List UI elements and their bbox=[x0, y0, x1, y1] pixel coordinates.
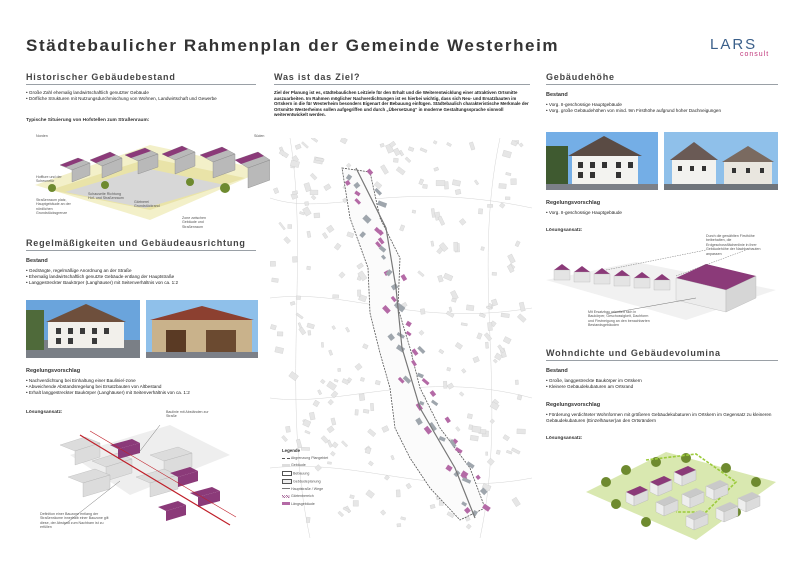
historic-bullets bbox=[26, 90, 256, 102]
legend-item bbox=[282, 502, 352, 506]
regel-ansatz-label: Lösungsansatz: bbox=[26, 410, 63, 415]
ziel-rule bbox=[274, 84, 530, 85]
page-title: Städtebaulicher Rahmenplan der Gemeinde Westerheim bbox=[26, 36, 560, 55]
legend-item-label: Abgrenzung Plangebiet bbox=[290, 456, 329, 460]
hoehe-vorschlag-bullets bbox=[546, 210, 778, 216]
regel-vorschlag-label: Regelungsvorschlag bbox=[26, 368, 81, 374]
wohndichte-bestand-bullet: • Große, langgestreckte Baukörper im Ortskern bbox=[546, 378, 778, 384]
hoehe-bestand-bullets bbox=[546, 102, 778, 114]
hoehe-annotation-bottom: Mit Ersatzbau orientiert sich in Baukörper, Geschossigkeit, Dachform und Firstneigung an den benachbarten Bestandsgebäuden bbox=[588, 310, 650, 328]
legend-item-label: Gebäude bbox=[291, 463, 306, 468]
legend-title: Legende bbox=[282, 448, 301, 453]
ziel-paragraph: Ziel der Planung ist es, städtebaulichen Leitziele für den Erhalt und die Weiterentwicklung einer attraktiven Ortsmitte auszuarbeiten. Im Rahmen möglicher Nachverdichtungen ist es hierbei wichtig, dass sich Neu- und Ersatzbauten im Ortskern in die für Westerheim besonders Eigenart der Bebauung einfügen. Städtebaulich charakteristische Merkmale der Ortsmitte Westerheims sollen aufgegriffen und durch „Übersetzung“ in moderne Gestaltungssprache sinnvoll weiterentwickelt werden. bbox=[274, 90, 529, 118]
wohndichte-solution-diagram bbox=[586, 442, 778, 542]
hoehe-ansatz-label: Lösungsansatz: bbox=[546, 228, 583, 233]
logo-mark: LARS bbox=[710, 36, 758, 53]
label-north: Norden bbox=[36, 134, 48, 138]
hoehe-heading: Gebäudehöhe bbox=[546, 72, 615, 82]
regel-vorschlag-bullet: • Abweichende Abstandsregelung bei Ersatzbauten von Altbestand bbox=[26, 384, 258, 390]
hoehe-bestand-bullet: • Vorg. II-geschossige Hauptgebäude bbox=[546, 102, 778, 108]
regel-bestand-bullets bbox=[26, 268, 256, 286]
logo-sub: consult bbox=[740, 51, 770, 58]
wohndichte-rule bbox=[546, 360, 778, 361]
historic-rule bbox=[26, 84, 256, 85]
regel-annotation-bottom: Definition einer Bauzone entlang der Straßenräume innerhalb einer Bauzone gilt diese, der Abstand zum Nachbarn ist zu erfüllen bbox=[40, 512, 109, 530]
label-garten: Gärtnerei Grundstückrand bbox=[134, 200, 160, 209]
wohndichte-ansatz-label: Lösungsansatz: bbox=[546, 436, 583, 441]
legend-item bbox=[282, 456, 352, 460]
regel-bestand-bullet: • Langgestreckter Baukörper (Langhäuser) mit Seitenverhältnis von ca. 1:2 bbox=[26, 280, 256, 286]
wohndichte-vorschlag-label: Regelungsvorschlag bbox=[546, 402, 601, 408]
wohndichte-bestand-bullets bbox=[546, 378, 778, 390]
hoehe-vorschlag-bullet: • Vorg. II-geschossige Hauptgebäude bbox=[546, 210, 778, 216]
map-legend bbox=[282, 448, 352, 506]
photo-house-1 bbox=[546, 132, 658, 190]
hoehe-annotation-top: Durch die gewählten Firsthöhe beibehalten, die Erdgeschossflächenlinie in ihrer Gebäudehöhe der Nachbarbauten anpassen bbox=[706, 234, 761, 256]
historic-bullet: • Dörfliche Strukturen mit Nutzungsdurchmischung von Wohnen, Landwirtschaft und Gewerbe bbox=[26, 96, 256, 102]
regel-bestand-bullet: • Ehemalig landwirtschaftlich genutzte Gebäude entlang der Hauptstraße bbox=[26, 274, 256, 280]
regel-vorschlag-bullet: • Nachverdichtung bei Einhaltung einer Baulinie/-zone bbox=[26, 378, 258, 384]
legend-item bbox=[282, 487, 352, 491]
label-hof: Hofflure und der Scheunefür bbox=[36, 175, 62, 184]
legend-item bbox=[282, 471, 352, 476]
regel-rule bbox=[26, 250, 256, 251]
hoehe-rule bbox=[546, 84, 778, 85]
wohndichte-heading: Wohndichte und Gebäudevolumina bbox=[546, 348, 721, 358]
legend-item-label: Längsgebäude bbox=[291, 501, 315, 506]
regel-heading: Regelmäßigkeiten und Gebäudeausrichtung bbox=[26, 238, 246, 248]
wohndichte-bestand-bullet: • Kleinere Gebäudekubaturen am Ortsrand bbox=[546, 384, 778, 390]
label-zone: Zone zwischen Gebäude und Straßenraum bbox=[182, 216, 206, 229]
historic-bullet: • Große Zahl ehemalig landwirtschaftlich genutzter Gebäude bbox=[26, 90, 256, 96]
photo-house-2 bbox=[664, 132, 778, 190]
legend-item bbox=[282, 479, 352, 484]
regel-vorschlag-bullets bbox=[26, 378, 258, 396]
label-strasse: Straßenraum platz, Hauptgebäude an der nördlichen Grundstücksgrenze bbox=[36, 198, 71, 216]
company-logo bbox=[710, 36, 778, 60]
legend-item bbox=[282, 494, 352, 498]
legend-item-label: Gebäudeplanung bbox=[293, 479, 321, 484]
ziel-heading: Was ist das Ziel? bbox=[274, 72, 361, 82]
regel-annotation-top: Baulinie mit Abständen zur Straße bbox=[166, 410, 209, 419]
regel-bestand-bullet: • Gedrängte, regelmäßige Anordnung an der Straße bbox=[26, 268, 256, 274]
hoehe-bestand-bullet: • Vorg. große Gebäudehöhen von mind. 9m Firsthöhe aufgrund hoher Dachneigungen bbox=[546, 108, 778, 114]
label-schauseite: Schauseite Richtung Hof- und Straßenraum bbox=[88, 192, 124, 201]
hoehe-vorschlag-label: Regelungsvorschlag bbox=[546, 200, 601, 206]
wohndichte-vorschlag-bullets bbox=[546, 412, 778, 424]
legend-item-label: Bebauung bbox=[293, 471, 310, 476]
legend-item-label: Gärtenbereich bbox=[291, 494, 314, 499]
photo-scheune bbox=[146, 300, 258, 358]
historic-diagram-caption: Typische Situierung von Hofstellen zum Straßenraum: bbox=[26, 118, 150, 123]
photo-langhaus bbox=[26, 300, 140, 358]
label-south: Süden bbox=[254, 134, 265, 138]
regel-bestand-label: Bestand bbox=[26, 258, 48, 264]
regel-vorschlag-bullet: • Erhalt langgestreckter Baukörper (Langhäuser) mit Seitenverhältnis von ca. 1:2 bbox=[26, 390, 258, 396]
legend-item-label: Hauptstraße / Wege bbox=[291, 486, 324, 491]
hoehe-bestand-label: Bestand bbox=[546, 92, 568, 98]
wohndichte-vorschlag-bullet: • Förderung verdichteter Wohnformen mit größeren Gebäudekubaturen im Ortskern im Gegensatz zu kleineren Gebäudekubaturen (Einzelhäuser)an den Ortsrändern bbox=[546, 412, 778, 424]
wohndichte-bestand-label: Bestand bbox=[546, 368, 568, 374]
historic-heading: Historischer Gebäudebestand bbox=[26, 72, 176, 82]
legend-item bbox=[282, 463, 352, 467]
